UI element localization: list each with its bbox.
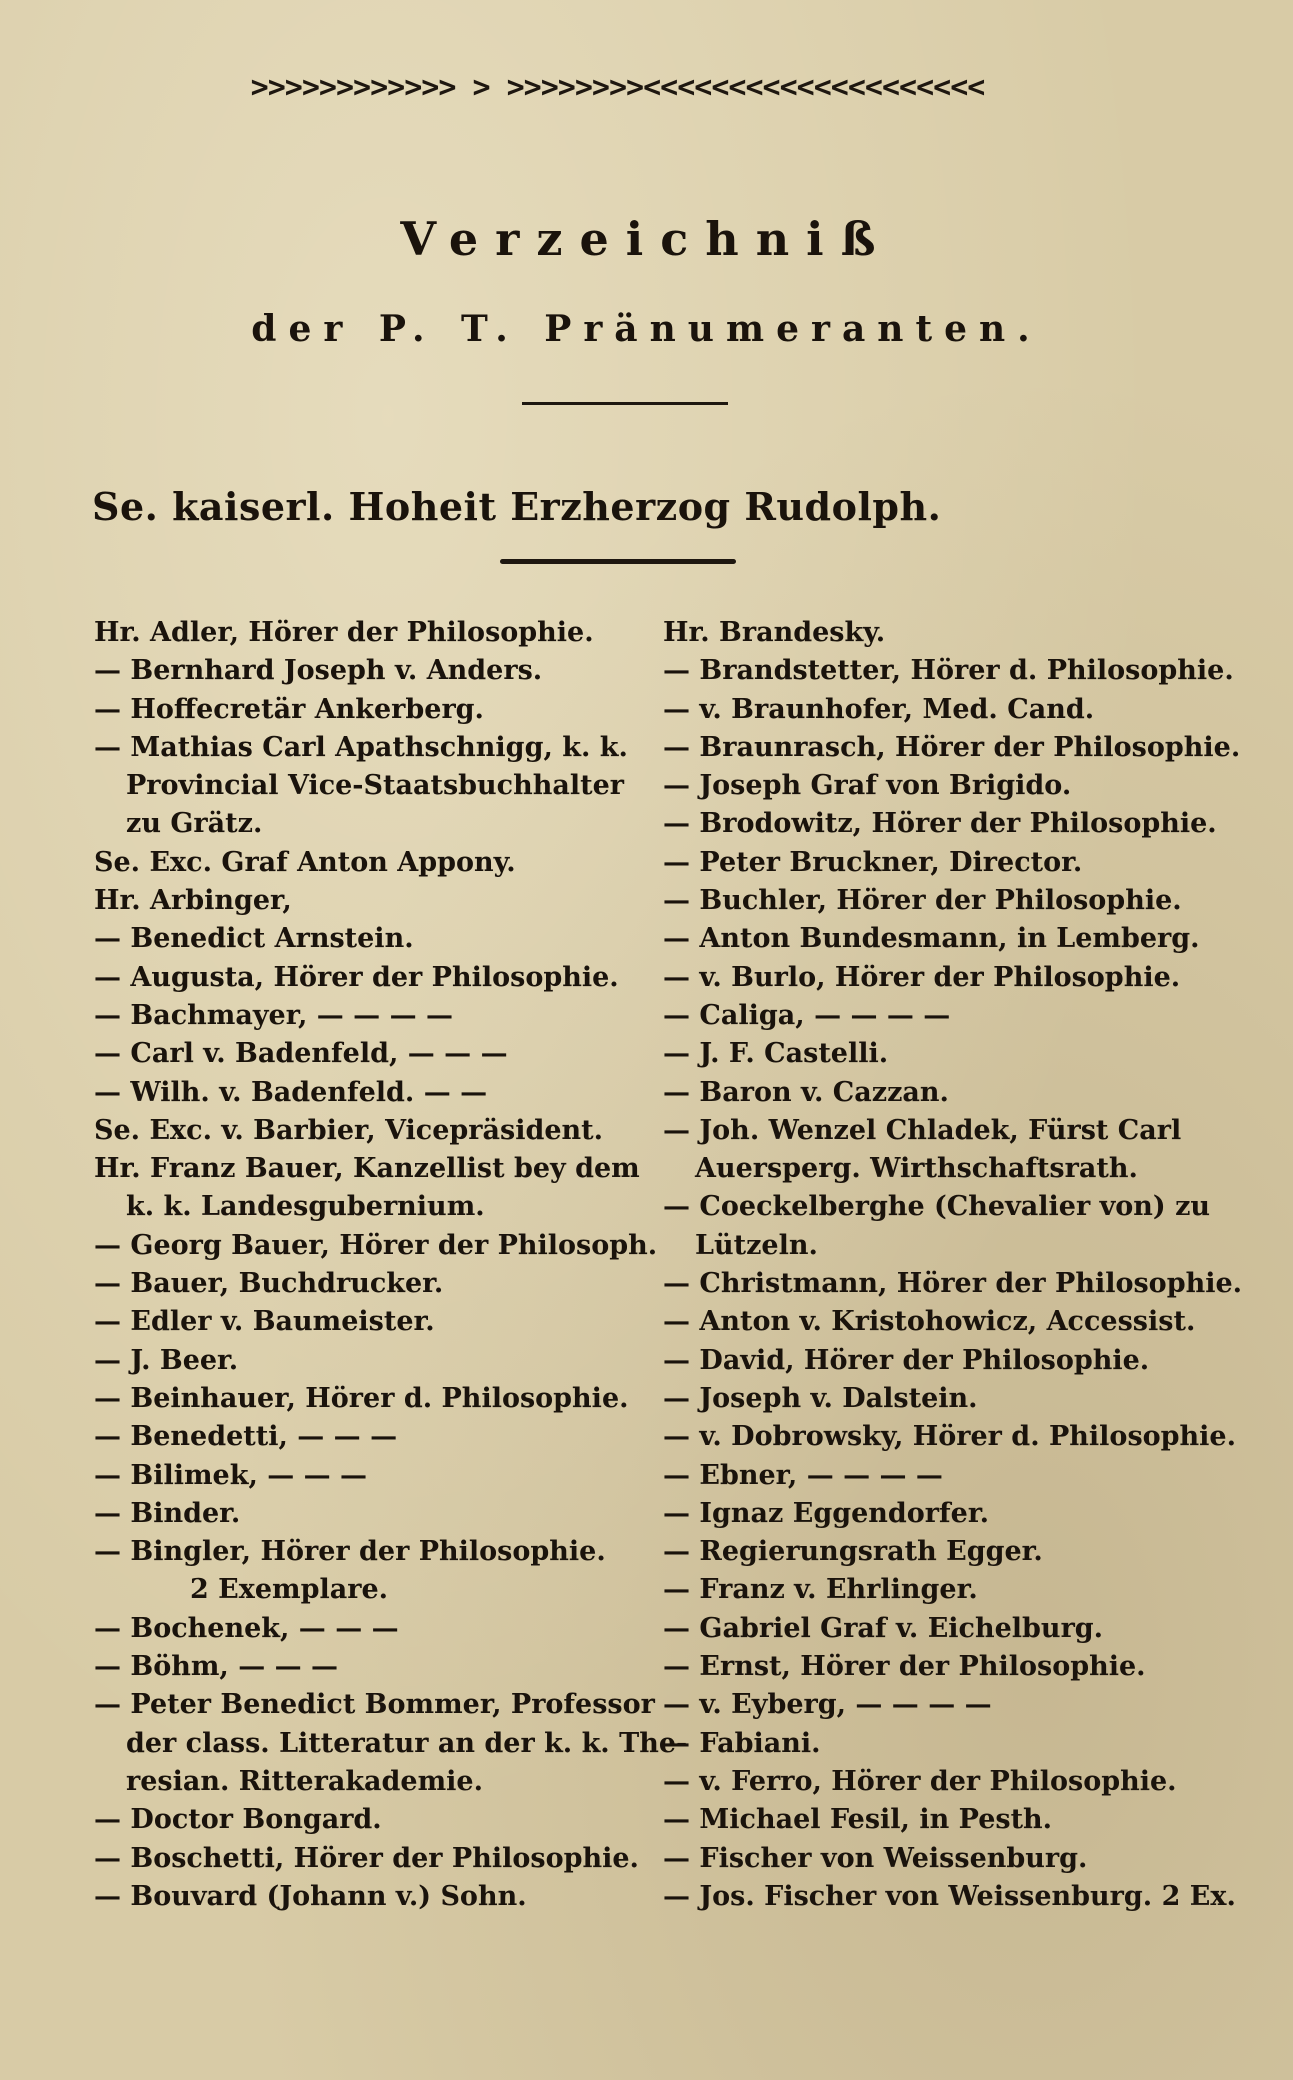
list-item: — Ignaz Eggendorfer. [663, 1497, 989, 1529]
list-item-continuation: k. k. Landesgubernium. [126, 1191, 485, 1223]
list-item: — Peter Benedict Bommer, Professor [94, 1689, 655, 1721]
list-item: — Benedict Arnstein. [94, 923, 414, 955]
list-item: — Anton v. Kristohowicz, Accessist. [663, 1306, 1196, 1338]
list-item: — Joseph Graf von Brigido. [663, 770, 1072, 802]
list-item: — Jos. Fischer von Weissenburg. 2 Ex. [663, 1880, 1236, 1912]
list-item: — Mathias Carl Apathschnigg, k. k. [94, 731, 628, 763]
dedication-line: Se. kaiserl. Hoheit Erzherzog Rudolph. [92, 484, 942, 529]
list-item: — Benedetti, — — — [94, 1421, 398, 1453]
list-item: — Buchler, Hörer der Philosophie. [663, 885, 1182, 917]
list-item: — Beinhauer, Hörer d. Philosophie. [94, 1382, 629, 1414]
list-item-continuation: Lützeln. [695, 1229, 818, 1261]
dedication-divider [500, 559, 736, 564]
list-item: — Gabriel Graf v. Eichelburg. [663, 1612, 1104, 1644]
list-item: Se. Exc. v. Barbier, Vicepräsident. [94, 1114, 604, 1146]
list-item: — Bochenek, — — — [94, 1612, 399, 1644]
list-item: — J. F. Castelli. [663, 1038, 889, 1070]
list-item: — Joseph v. Dalstein. [663, 1382, 978, 1414]
list-item: — v. Ferro, Hörer der Philosophie. [663, 1765, 1177, 1797]
list-item: — Caliga, — — — — [663, 999, 951, 1031]
list-item-continuation: resian. Ritterakademie. [126, 1765, 483, 1797]
list-item-continuation: 2 Exemplare. [190, 1574, 389, 1606]
list-item-continuation: der class. Litteratur an der k. k. The- [126, 1727, 688, 1759]
left-column [94, 614, 688, 1916]
list-item: — Peter Bruckner, Director. [663, 846, 1083, 878]
list-item: — Bingler, Hörer der Philosophie. [94, 1536, 606, 1568]
list-item: — v. Braunhofer, Med. Cand. [663, 693, 1095, 725]
list-item: — Böhm, — — — [94, 1651, 339, 1683]
list-item: — Ebner, — — — — [663, 1459, 943, 1491]
list-item: — Edler v. Baumeister. [94, 1306, 435, 1338]
list-item: — Coeckelberghe (Chevalier von) zu [663, 1191, 1211, 1223]
right-column [663, 614, 1243, 1916]
list-item: Se. Exc. Graf Anton Appony. [94, 846, 516, 878]
page-title: Verzeichniß [400, 212, 893, 266]
list-item-continuation: zu Grätz. [126, 808, 263, 840]
list-item: Hr. Franz Bauer, Kanzellist bey dem [94, 1153, 640, 1185]
list-item: — Bauer, Buchdrucker. [94, 1268, 444, 1300]
list-item: — Boschetti, Hörer der Philosophie. [94, 1842, 639, 1874]
list-item: — Fabiani. [663, 1727, 821, 1759]
list-item: — Fischer von Weissenburg. [663, 1842, 1088, 1874]
list-item: — v. Burlo, Hörer der Philosophie. [663, 961, 1181, 993]
list-item: — Bernhard Joseph v. Anders. [94, 655, 543, 687]
list-item: — Michael Fesil, in Pesth. [663, 1804, 1053, 1836]
list-item: Hr. Brandesky. [663, 617, 886, 648]
list-item: — Carl v. Badenfeld, — — — [94, 1038, 508, 1070]
list-item: — Wilh. v. Badenfeld. — — [94, 1076, 488, 1108]
list-item: — Doctor Bongard. [94, 1804, 382, 1836]
list-item: — Binder. [94, 1497, 241, 1529]
list-item: — Bilimek, — — — [94, 1459, 368, 1491]
list-item: — J. Beer. [94, 1344, 239, 1376]
list-item: — v. Eyberg, — — — — [663, 1689, 992, 1721]
list-item: — Joh. Wenzel Chladek, Fürst Carl [663, 1114, 1182, 1146]
ornamental-border: >>>>>>>>>>>> > >>>>>>>><<<<<<<<<<<<<<<<<<<< [250, 70, 985, 105]
list-item: — Brandstetter, Hörer d. Philosophie. [663, 655, 1234, 687]
list-item: — Baron v. Cazzan. [663, 1076, 949, 1108]
list-item: — Anton Bundesmann, in Lemberg. [663, 923, 1200, 955]
list-item: — Regierungsrath Egger. [663, 1536, 1043, 1568]
list-item: — David, Hörer der Philosophie. [663, 1344, 1150, 1376]
list-item: Hr. Arbinger, [94, 885, 292, 917]
list-item: — Brodowitz, Hörer der Philosophie. [663, 808, 1217, 840]
list-item-continuation: Provincial Vice-Staatsbuchhalter [126, 770, 624, 802]
list-item: — Hoffecretär Ankerberg. [94, 693, 484, 725]
list-item: — Augusta, Hörer der Philosophie. [94, 961, 619, 993]
list-item: — Bouvard (Johann v.) Sohn. [94, 1880, 527, 1912]
page-subtitle: der P. T. Pränumeranten. [251, 308, 1042, 350]
list-item: — Ernst, Hörer der Philosophie. [663, 1651, 1146, 1683]
list-item-continuation: Auersperg. Wirthschaftsrath. [695, 1153, 1138, 1185]
list-item: — v. Dobrowsky, Hörer d. Philosophie. [663, 1421, 1236, 1453]
list-item: — Braunrasch, Hörer der Philosophie. [663, 731, 1241, 763]
list-item: — Christmann, Hörer der Philosophie. [663, 1268, 1243, 1300]
list-item: — Franz v. Ehrlinger. [663, 1574, 978, 1606]
title-divider [522, 402, 728, 405]
list-item: — Georg Bauer, Hörer der Philosoph. [94, 1229, 658, 1261]
list-item: Hr. Adler, Hörer der Philosophie. [94, 617, 594, 648]
list-item: — Bachmayer, — — — — [94, 999, 453, 1031]
